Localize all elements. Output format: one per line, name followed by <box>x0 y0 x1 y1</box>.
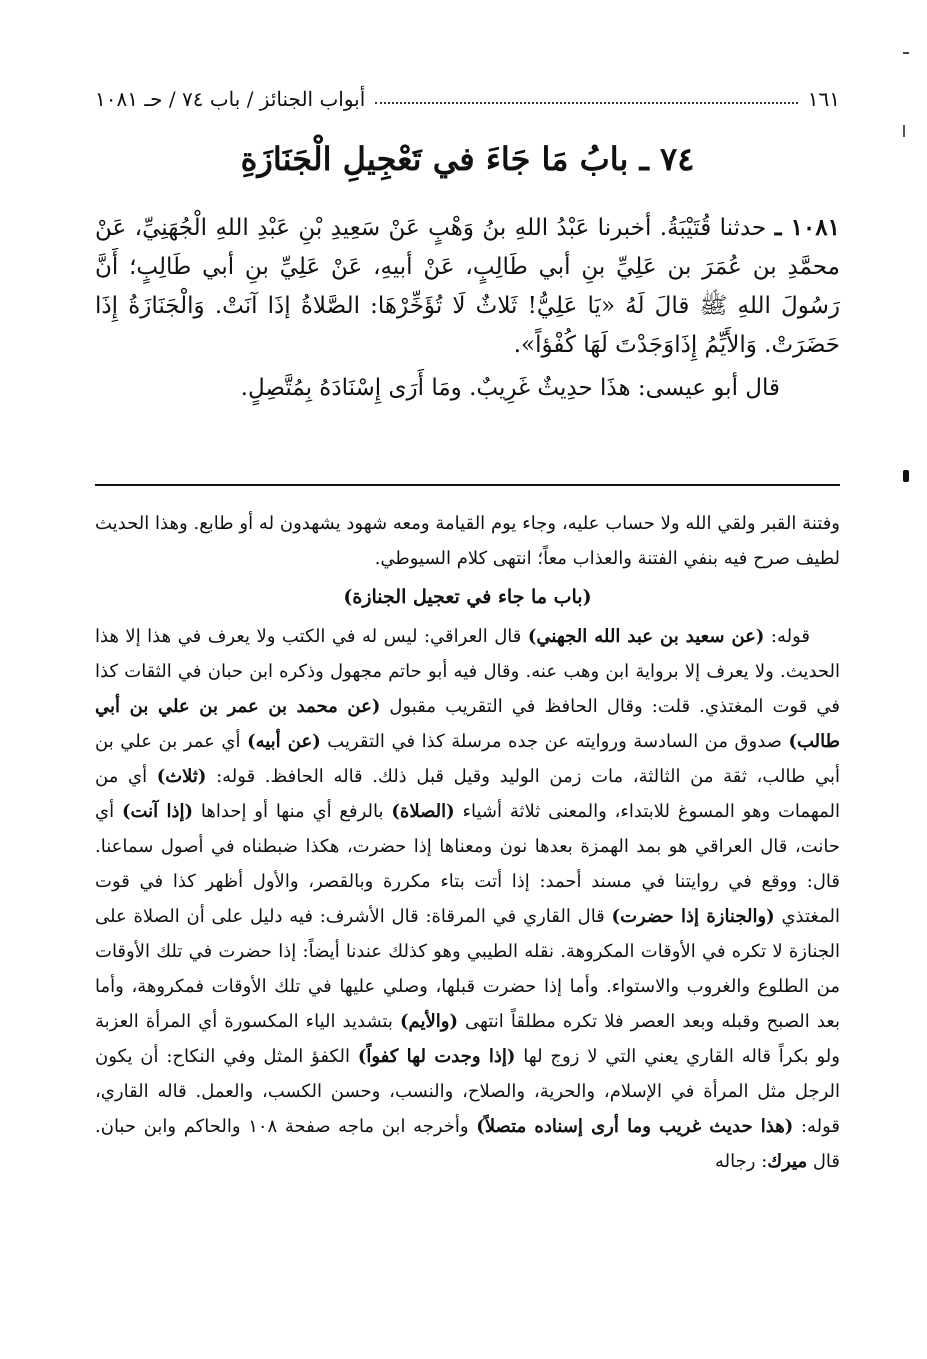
commentary-block <box>95 506 840 1179</box>
page-header <box>95 84 840 114</box>
tirmidhi-comment: قال أبو عيسى: هذَا حدِيثٌ غَرِيبٌ. ومَا أَرَى إِسْنَادَهُ بِمُتَّصِلٍ. <box>240 375 780 402</box>
commentary-paragraph: وفتنة القبر ولقي الله ولا حساب عليه، وجاء يوم القيامة ومعه شهود يشهدون له أو طابع. وهذا الحديث لطيف صرح فيه بنفي الفتنة والعذاب معاً؛ انتهى كلام السيوطي. <box>95 513 840 569</box>
text-run: بالرفع أي منها أو إحداها <box>193 801 392 822</box>
quoted-phrase: (الصلاة) <box>391 801 455 822</box>
text-run: أي عمر بن علي بن أبي طالب، ثقة من الثالثة، مات زمن الوليد وقيل قبل ذلك. قاله الحافظ. قوله: <box>95 731 840 787</box>
hadith-number: ١٠٨١ ـ <box>774 214 840 241</box>
text-run: : رجاله <box>715 1151 768 1172</box>
scan-mark <box>903 470 909 482</box>
running-title: أبواب الجنائز / باب ٧٤ / حـ ١٠٨١ <box>95 87 366 111</box>
quoted-phrase: (هذا حديث غريب وما أرى إسناده متصلاً) <box>476 1116 794 1137</box>
text-run: قوله: <box>764 626 810 647</box>
text-run: أي حانت، قال العراقي هو بمد الهمزة بعدها نون ومعناها إذا حضرت، هكذا ضبطناه في أصول سماعنا. قال: ووقع في روايتنا في مسند أحمد: إذا أتت بتاء مكررة وبالقصر، والأول أظهر كذا في قوت المغتذي <box>95 801 840 927</box>
hadith-text <box>95 208 840 365</box>
text-run: صدوق من السادسة وروايته عن جده مرسلة كذا في التقريب <box>320 731 789 752</box>
quoted-phrase: (والجنازة إذا حضرت) <box>611 906 775 927</box>
quoted-phrase: (عن أبيه) <box>247 731 321 752</box>
commentary-paragraph <box>95 619 840 1179</box>
hadith-body: حدثنا قُتَيْبَةُ. أخبرنا عَبْدُ اللهِ بنُ وَهْبٍ عَنْ سَعِيدِ بْنِ عَبْدِ اللهِ الْجُهَنِيِّ، عَنْ محمَّدِ بن عُمَرَ بن عَلِيِّ بنِ أبي طَالِبٍ، عَنْ أبيهِ، عَنْ عَلِيِّ بنِ أبي طَالِبٍ؛ أَنَّ رَسُولَ اللهِ ﷺ قالَ لَهُ «يَا عَلِيُّ! ثَلاثٌ لَا تُؤَخِّرْهَا: الصَّلاةُ إذَا آنَتْ. وَالْجَنَازَةُ إِذَا حَضَرَتْ. وَالأَيِّمُ إِذَاوَجَدْتَ لَهَا كُفْؤاً». <box>95 215 840 359</box>
leader-dots <box>375 102 797 104</box>
quoted-phrase: (إذا آنت) <box>121 801 194 822</box>
text-run: بتشديد الياء المكسورة أي المرأة العزبة ولو بكراً قاله القاري يعني التي لا زوج لها <box>95 1011 840 1067</box>
text-run: قال القاري في المرقاة: قال الأشرف: فيه دليل على أن الصلاة على الجنازة لا تكره في الأوقات المكروهة. نقله الطيبي وهو كذلك عندنا أيضاً: إذا حضرت في تلك الأوقات من الطلوع والغروب والاستواء. وأما إذا حضرت قبلها، وصلي عليها في تلك الأوقات فمكروهة، وأما بعد الصبح وقبله وبعد العصر فلا تكره مطلقاً انتهى <box>95 906 840 1032</box>
quoted-phrase: (عن سعيد بن عبد الله الجهني) <box>527 626 765 647</box>
commentary-subtitle: (باب ما جاء في تعجيل الجنازة) <box>343 586 592 608</box>
scan-mark <box>903 52 909 54</box>
quoted-phrase: ميرك <box>767 1151 808 1172</box>
quoted-phrase: (عن محمد بن عمر بن علي بن أبي طالب) <box>95 696 840 752</box>
page-number: ١٦١ <box>807 87 840 111</box>
text-run: الكفؤ المثل وفي النكاح: أن يكون الرجل مثل المرأة في الإسلام، والحرية، والصلاح، والنسب، وحسن الكسب، والعمل. قاله القاري، قوله: <box>95 1046 840 1137</box>
text-run: وأخرجه ابن ماجه صفحة ١٠٨ والحاكم وابن حبان. قال <box>95 1116 840 1172</box>
text-run: قال العراقي: ليس له في الكتب ولا يعرف في هذا إلا هذا الحديث. ولا يعرف إلا برواية ابن وهب عنه. وقال فيه أبو حاتم مجهول وذكره ابن حبان في الثقات كذا في قوت المغتذي. قلت: وقال الحافظ في التقريب مقبول <box>95 626 841 717</box>
quoted-phrase: (ثلاث) <box>156 766 207 787</box>
quoted-phrase: (والأيم) <box>400 1011 458 1032</box>
hadith-block <box>95 208 840 408</box>
text-run: أي من المهمات وهو المسوغ للابتداء، والمعنى ثلاثة أشياء <box>95 766 841 822</box>
scan-mark <box>903 125 905 137</box>
footnote-separator <box>95 484 840 486</box>
chapter-title: ٧٤ ـ بابُ مَا جَاءَ في تَعْجِيلِ الْجَنَازَةِ <box>240 140 695 178</box>
quoted-phrase: (إذا وجدت لها كفواً) <box>357 1046 516 1067</box>
